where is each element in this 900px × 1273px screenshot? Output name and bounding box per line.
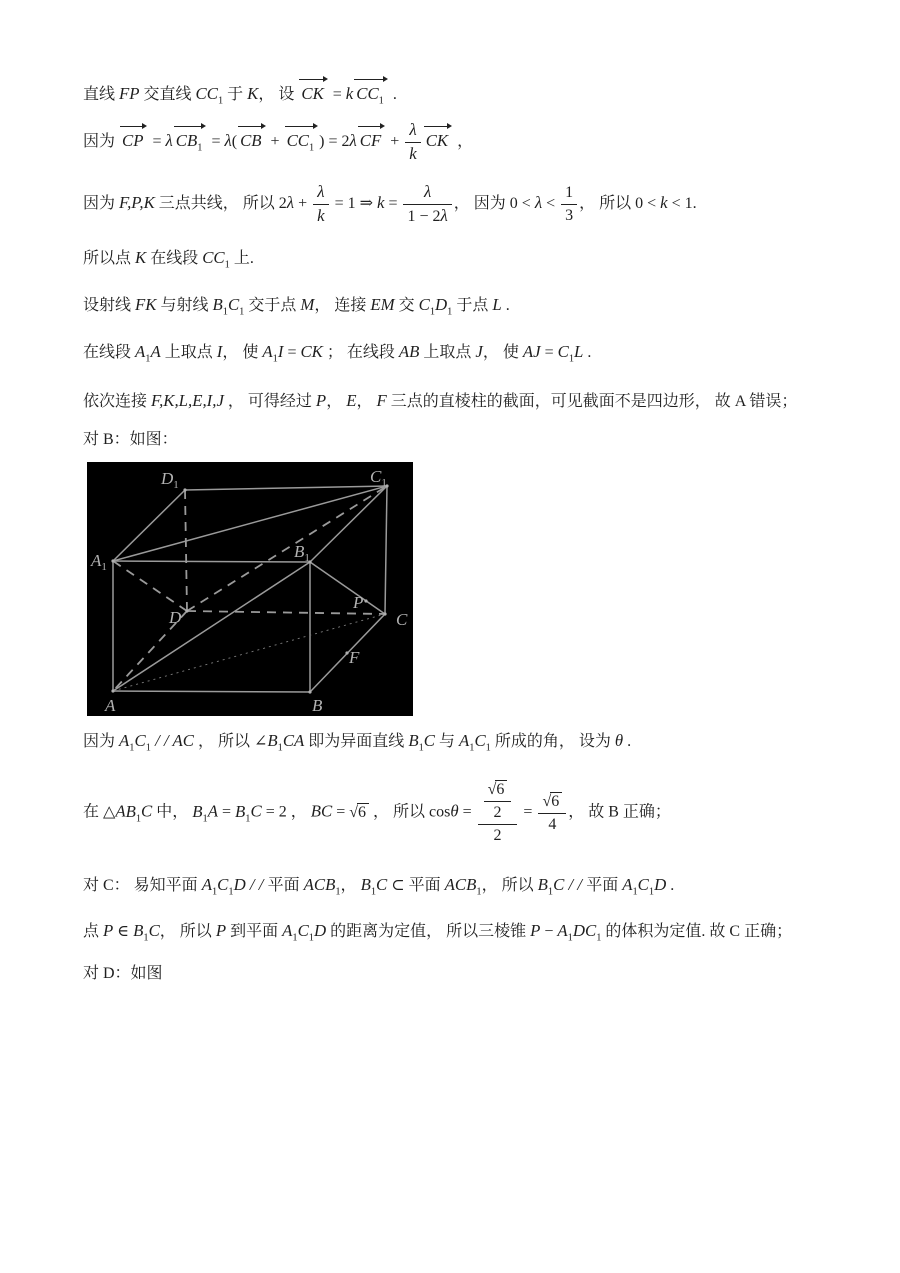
vector-overline: $CB_1$ — [174, 125, 207, 155]
radical: √6 — [488, 780, 508, 800]
prism-figure — [87, 462, 413, 716]
edge-A-B — [113, 691, 310, 692]
solution-line-7: 依次连接 F,K,L,E,I,J ， 可得经过 P， E， F 三点的直棱柱的截面，可见截面不是四边形， 故 A 错误； — [83, 391, 798, 410]
option-d-heading: 对 D：如图 — [83, 965, 163, 982]
option-c-line: 对 C： 易知平面 $A_1C_1D$ / / 平面 $ACB_1$， $B_1C$ ⊂ 平面 $ACB_1$， 所以 $B_1C$ / / 平面 $A_1C_1D$ . — [83, 875, 675, 898]
radical: √6 — [349, 801, 369, 826]
vertex-label-F: F — [349, 648, 360, 667]
vertex-label-D1: $D_1$ — [161, 469, 179, 491]
solution-line-4: 所以点 K 在线段 $CC_1$ 上. — [83, 248, 254, 271]
vertex-label-A: A — [105, 696, 116, 715]
vector-overline: CK — [424, 125, 452, 155]
solution-line-12: 点 P ∈ $B_1C$， 所以 P 到平面 $A_1C_1D$ 的距离为定值， 所以三棱锥 $P - A_1DC_1$ 的体积为定值. 故 C 正确； — [83, 921, 793, 944]
vector-overline: CB — [238, 125, 265, 155]
vector-overline: CF — [358, 125, 385, 155]
solution-line-5: 设射线 FK 与射线 $B_1C_1$ 交于点 M， 连接 EM 交 $C_1D_1$ 于点 L . — [83, 295, 510, 318]
edge-A1-B1 — [113, 561, 310, 562]
vertex-dot-D — [185, 609, 188, 612]
vector-overline: $CC_1$ — [354, 78, 388, 108]
vertex-label-C1: $C_1$ — [370, 467, 387, 489]
solution-line-2: 因为 CP = λ $CB_1 = \lambda$( CB + $CC_1$ ) = 2λ CF + $\frac{\lambda}{k}$ CK ， — [83, 120, 474, 163]
vertex-label-C: C — [396, 610, 408, 629]
solution-line-9: 因为 $A_1C_1$ / / AC ， 所以 $\angle B_1CA$ 即为异面直线 $B_1C$ 与 $A_1C_1$ 所成的角， 设为 θ . — [83, 731, 632, 754]
prism-svg — [87, 462, 413, 716]
vertex-label-P: P — [353, 593, 364, 612]
vertex-dot-C — [383, 612, 386, 615]
vertex-dot-B — [308, 690, 311, 693]
vertex-label-A1: $A_1$ — [91, 551, 107, 573]
vertex-dot-D1 — [183, 488, 186, 491]
vertex-label-D: D — [169, 608, 182, 627]
option-b-heading: 对 B：如图： — [83, 431, 178, 448]
vertex-dot-A — [111, 689, 114, 692]
vertex-dot-A1 — [111, 559, 114, 562]
vector-overline: $CC_1$ — [285, 125, 319, 155]
vertex-label-B1: $B_1$ — [294, 542, 310, 564]
vector-overline: CK — [299, 78, 327, 108]
solution-line-6: 在线段 $A_1A$ 上取点 I， 使 $A_1I$ = CK ； 在线段 AB 上取点 J， 使 AJ = $C_1L$ . — [83, 342, 592, 365]
solution-line-10: 在 $\triangle AB_1C$ 中， $B_1A = B_1C = 2$ ， BC = √6 ， 所以 cosθ = $\frac{\frac{√6}{2}}{2}$ = $\frac{√6}{4}$ ， 故 B 正确； — [83, 781, 671, 844]
radical: √6 — [542, 792, 562, 812]
vertex-dot-P — [364, 599, 367, 602]
solution-line-1: 直线 FP 交直线 $CC_1$ 于 K， 设 CK = k $CC_1$ . — [83, 78, 883, 108]
vector-overline: CP — [120, 125, 147, 155]
vertex-label-B: B — [312, 696, 323, 715]
solution-line-3: 因为 F,P,K 三点共线， 所以 2λ + $\frac{\lambda}{k}$ = 1 ⇒ k = $\frac{\lambda}{1 - 2\lambda}$ ， 因为 0 < λ < $\frac{1}{3}$ ， 所以 0 < k < 1. — [83, 182, 697, 225]
